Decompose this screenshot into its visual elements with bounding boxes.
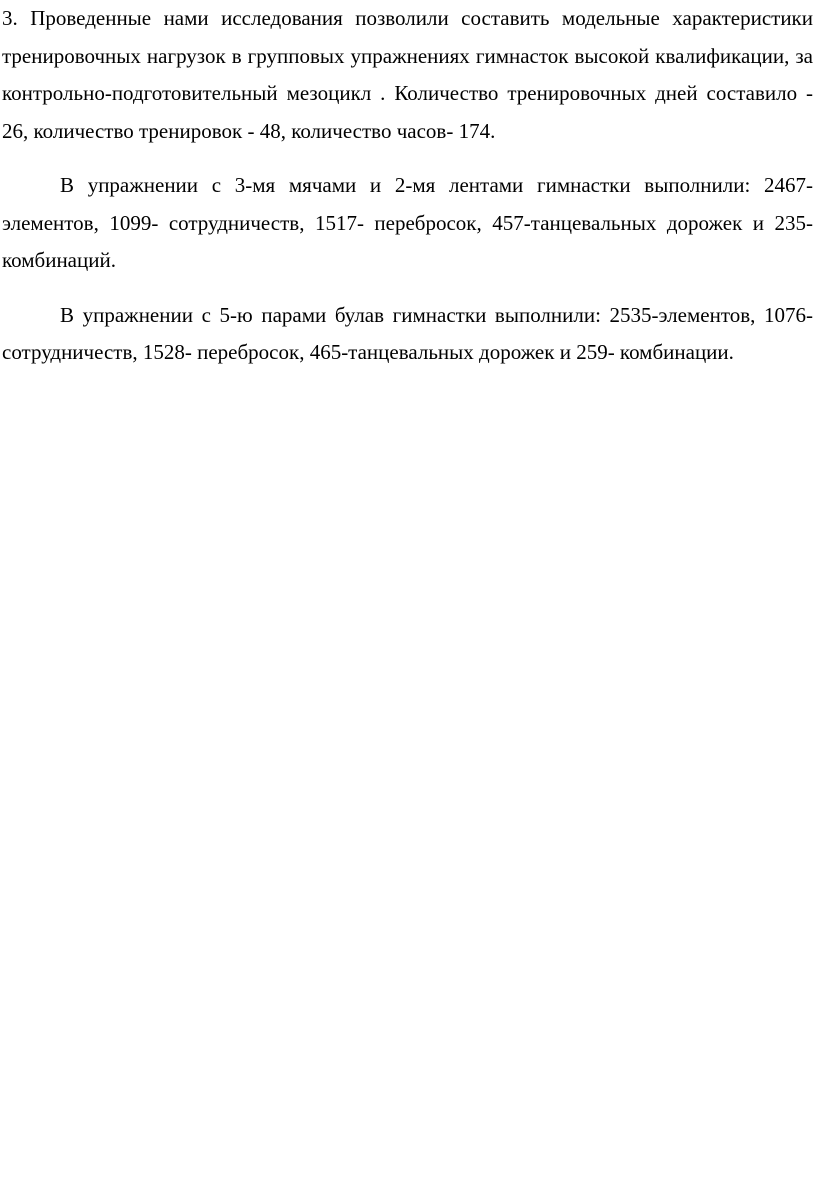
paragraph-training-load-summary: 3. Проведенные нами исследования позволили составить модельные характеристики тренировочных нагрузок в групповых упражнениях гимнасток высокой квалификации, за контрольно-подготовительный мезоцикл . Количество тренировочных дней составило - 26, количество тренировок - 48, количество часов- 174. (2, 6, 813, 143)
paragraph-balls-ribbons-exercise: В упражнении с 3-мя мячами и 2-мя лентами гимнастки выполнили: 2467- элементов, 1099- сотрудничеств, 1517- переброcок, 457-танцевальных дорожек и 235-комбинаций. (2, 173, 813, 272)
paragraph-clubs-exercise: В упражнении с 5-ю парами булав гимнастки выполнили: 2535-элементов, 1076- сотрудничеств, 1528- переброcок, 465-танцевальных дорожек и 259- комбинации. (2, 302, 813, 364)
